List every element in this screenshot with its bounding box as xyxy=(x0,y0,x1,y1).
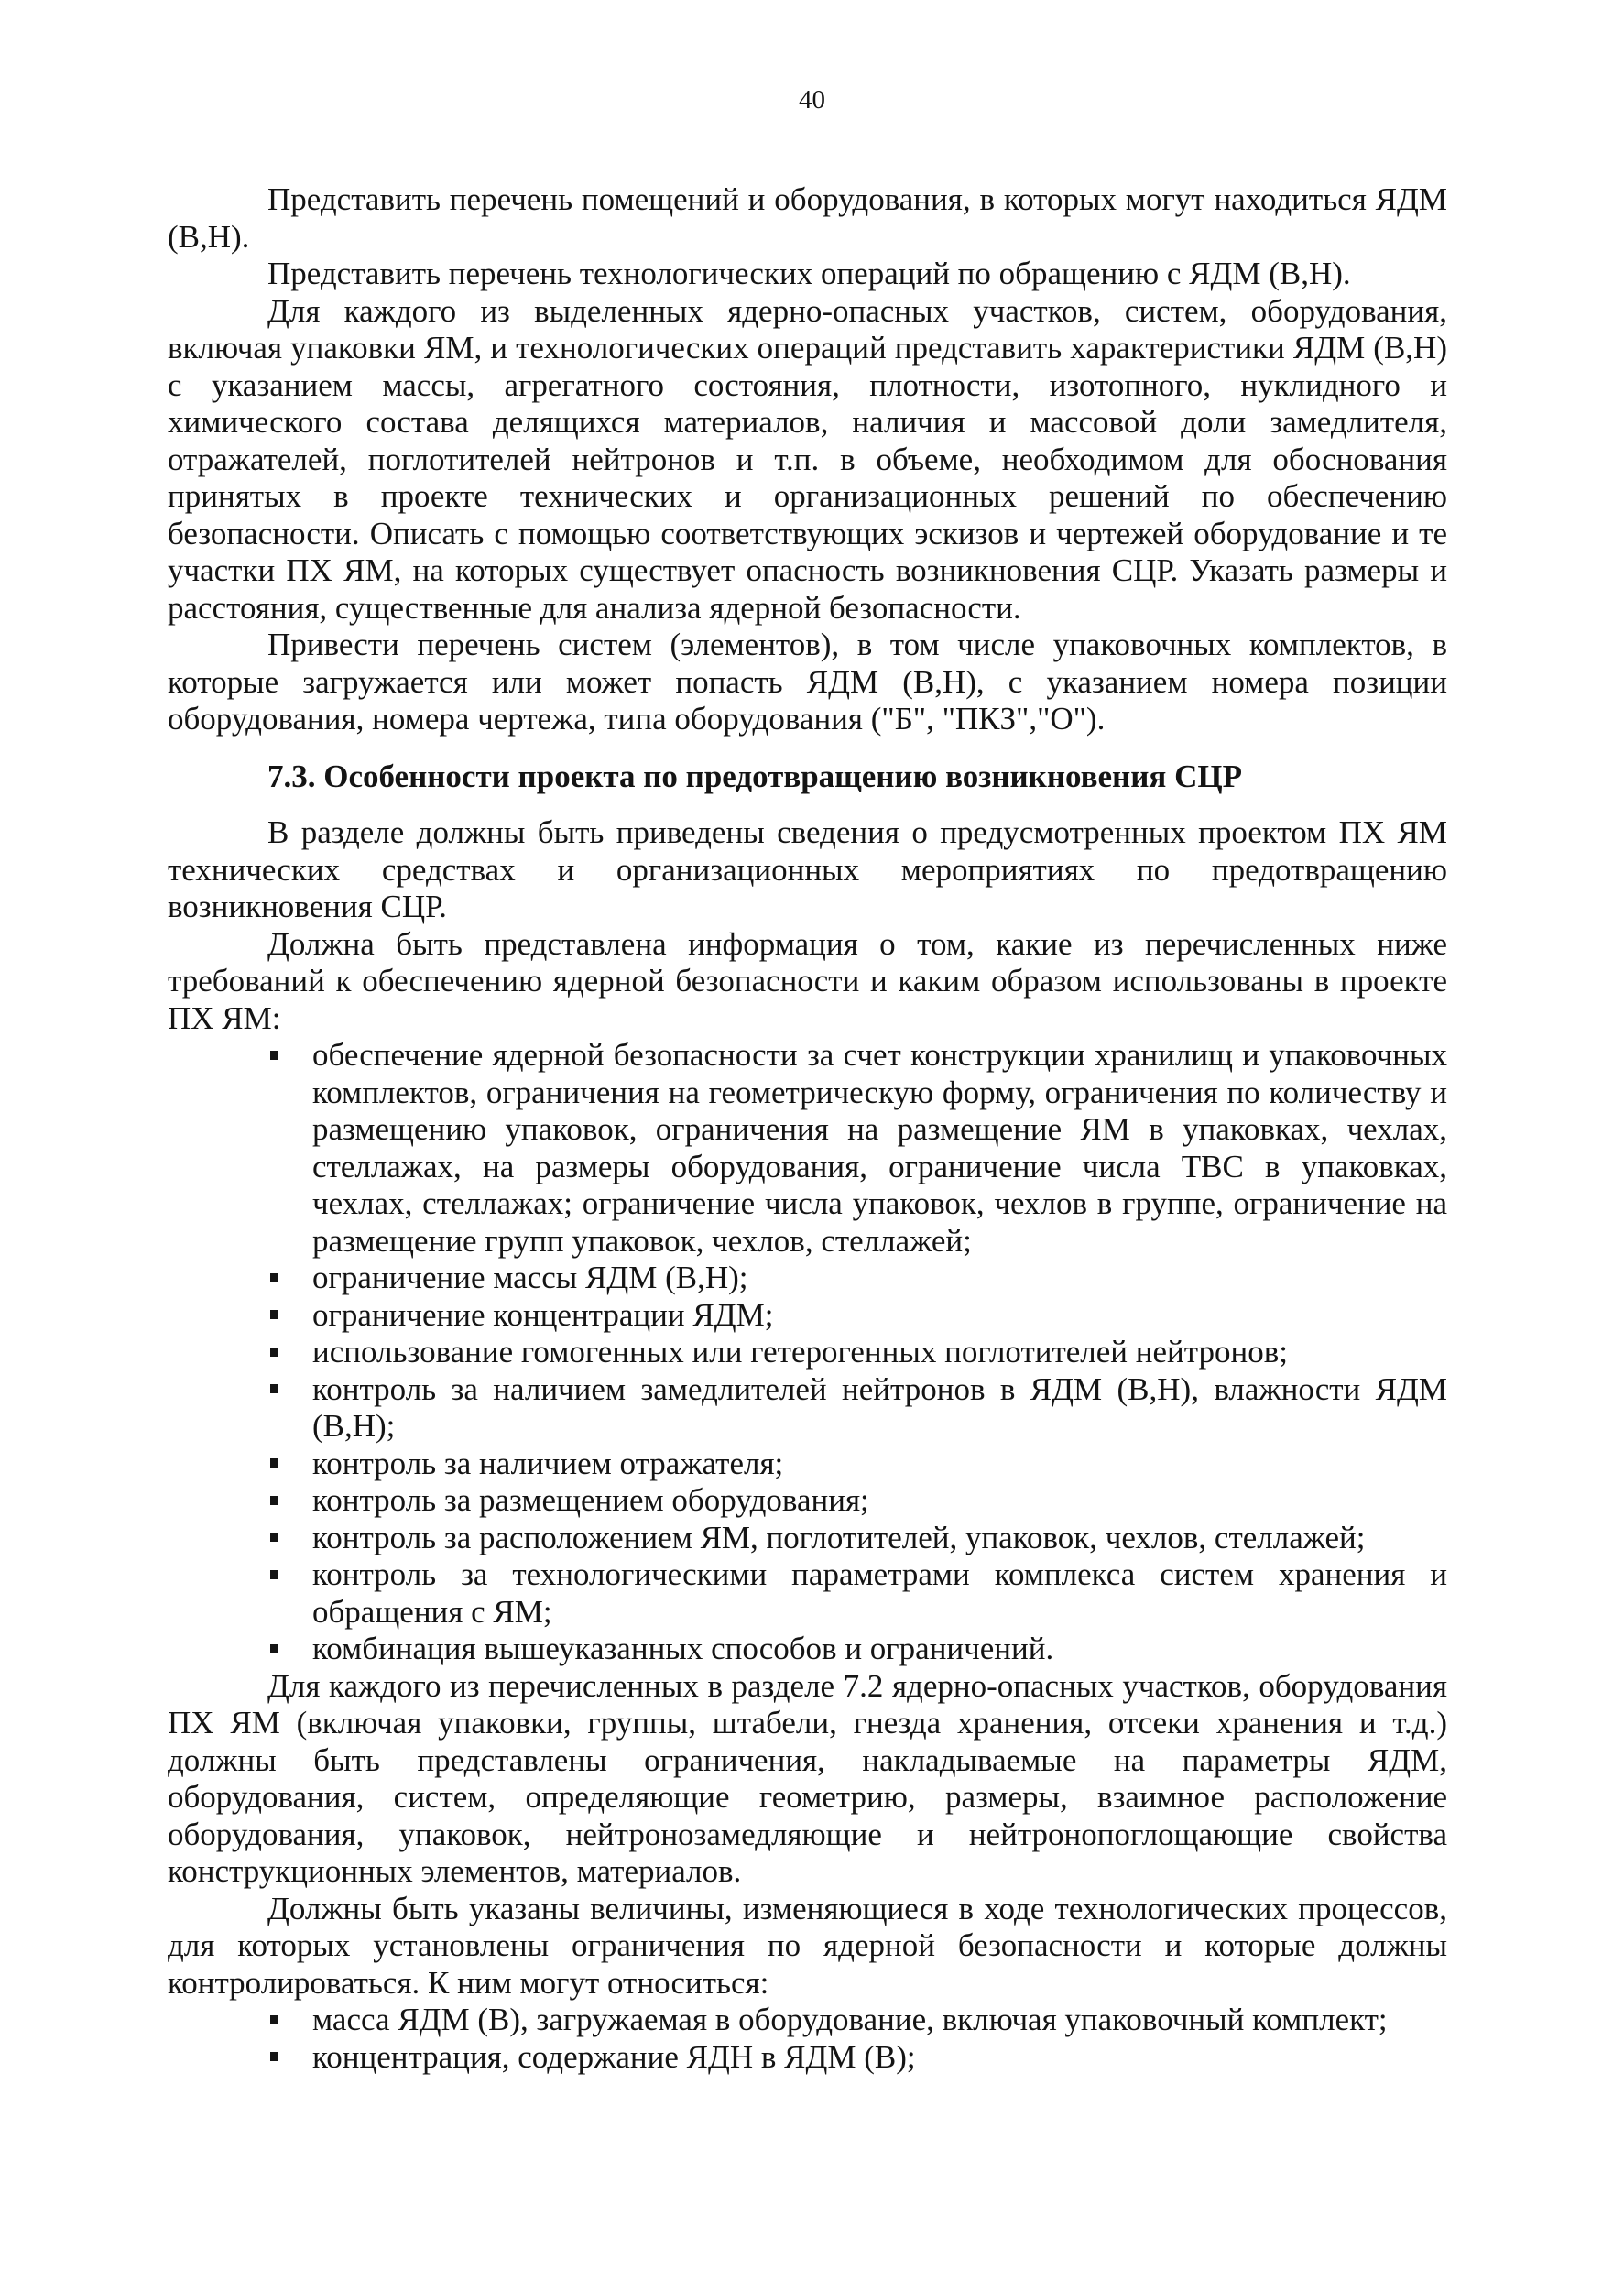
paragraph: Должны быть указаны величины, изменяющиеся в ходе технологических процессов, для которых установлены ограничения по ядерной безопасности и которые должны контролироваться. К ним могут относиться: xyxy=(168,1890,1447,2001)
list-item xyxy=(312,1446,1447,1483)
bullet-icon xyxy=(267,1297,281,1335)
bullet-icon xyxy=(267,1631,281,1668)
document-body xyxy=(168,181,1447,2076)
list-item xyxy=(312,2039,1447,2077)
bullet-icon xyxy=(267,1037,281,1075)
list-item-text: концентрация, содержание ЯДН в ЯДМ (В); xyxy=(312,2038,916,2075)
list-item-text: обеспечение ядерной безопасности за счет конструкции хранилищ и упаковочных комплектов, ограничения на геометрическую форму, ограничения по количеству и размещению упаковок, ограничения на размещение ЯМ в упаковках, чехлах, стеллажах, на размеры оборудования, ограничение числа ТВС в упаковках, чехлах, стеллажах; ограничение числа упаковок, чехлов в группе, ограничение на размещение групп упаковок, чехлов, стеллажей; xyxy=(312,1037,1447,1259)
paragraph: Привести перечень систем (элементов), в том числе упаковочных комплектов, в которые загружается или может попасть ЯДМ (В,Н), с указанием номера позиции оборудования, номера чертежа, типа оборудования ("Б", "ПКЗ","О"). xyxy=(168,627,1447,737)
list-item-text: использование гомогенных или гетерогенных поглотителей нейтронов; xyxy=(312,1334,1288,1370)
list-item-text: комбинация вышеуказанных способов и ограничений. xyxy=(312,1631,1054,1666)
bullet-icon xyxy=(267,1334,281,1371)
list-item xyxy=(312,1037,1447,1260)
list-item-text: контроль за наличием замедлителей нейтронов в ЯДМ (В,Н), влажности ЯДМ (В,Н); xyxy=(312,1370,1447,1444)
list-item xyxy=(312,1631,1447,1668)
list-item xyxy=(312,2002,1447,2039)
bullet-icon xyxy=(267,1556,281,1594)
list-item-text: контроль за размещением оборудования; xyxy=(312,1482,869,1518)
bullet-icon xyxy=(267,1371,281,1409)
bullet-icon xyxy=(267,2002,281,2039)
paragraph: Для каждого из выделенных ядерно-опасных участков, систем, оборудования, включая упаковки ЯМ, и технологических операций представить характеристики ЯДМ (В,Н) с указанием массы, агрегатного состояния, плотности, изотопного, нуклидного и химического состава делящихся материалов, наличия и массовой доли замедлителя, отражателей, поглотителей нейтронов и т.п. в объеме, необходимом для обоснования принятых в проекте технических и организационных решений по обеспечению безопасности. Описать с помощью соответствующих эскизов и чертежей оборудование и те участки ПХ ЯМ, на которых существует опасность возникновения СЦР. Указать размеры и расстояния, существенные для анализа ядерной безопасности. xyxy=(168,292,1447,626)
list-item xyxy=(312,1334,1447,1371)
paragraph: Представить перечень технологических операций по обращению с ЯДМ (В,Н). xyxy=(267,256,1351,291)
bullet-icon xyxy=(267,2039,281,2077)
list-item xyxy=(312,1520,1447,1557)
list-item xyxy=(312,1260,1447,1297)
list-item xyxy=(312,1482,1447,1520)
list-item-text: ограничение концентрации ЯДМ; xyxy=(312,1296,774,1333)
paragraph: Для каждого из перечисленных в разделе 7.2 ядерно-опасных участков, оборудования ПХ ЯМ (включая упаковки, группы, штабели, гнезда хранения, отсеки хранения и т.д.) должны быть представлены ограничения, накладываемые на параметры ЯДМ, оборудования, систем, определяющие геометрию, размеры, взаимное расположение оборудования, упаковок, нейтронозамедляющие и нейтронопоглощающие свойства конструкционных элементов, материалов. xyxy=(168,1667,1447,1889)
section-heading: 7.3. Особенности проекта по предотвращению возникновения СЦР xyxy=(267,758,1242,794)
bullet-icon xyxy=(267,1260,281,1297)
bullet-icon xyxy=(267,1520,281,1557)
list-item xyxy=(312,1371,1447,1446)
bullet-icon xyxy=(267,1482,281,1520)
list-item xyxy=(312,1297,1447,1335)
list-item-text: ограничение массы ЯДМ (В,Н); xyxy=(312,1260,748,1295)
bullet-list xyxy=(168,2002,1447,2076)
list-item-text: масса ЯДМ (В), загружаемая в оборудование, включая упаковочный комплект; xyxy=(312,2002,1388,2037)
paragraph: Должна быть представлена информация о том, какие из перечисленных ниже требований к обеспечению ядерной безопасности и каким образом использованы в проекте ПХ ЯМ: xyxy=(168,925,1447,1036)
paragraph: Представить перечень помещений и оборудования, в которых могут находиться ЯДМ (В,Н). xyxy=(168,181,1447,255)
page-number: 40 xyxy=(799,85,825,115)
list-item-text: контроль за наличием отражателя; xyxy=(312,1445,784,1481)
list-item-text: контроль за расположением ЯМ, поглотителей, упаковок, чехлов, стеллажей; xyxy=(312,1519,1366,1555)
paragraph: В разделе должны быть приведены сведения о предусмотренных проектом ПХ ЯМ технических средствах и организационных мероприятиях по предотвращению возникновения СЦР. xyxy=(168,814,1447,924)
bullet-icon xyxy=(267,1446,281,1483)
bullet-list xyxy=(168,1037,1447,1668)
list-item-text: контроль за технологическими параметрами комплекса систем хранения и обращения с ЯМ; xyxy=(312,1556,1447,1630)
list-item xyxy=(312,1556,1447,1631)
